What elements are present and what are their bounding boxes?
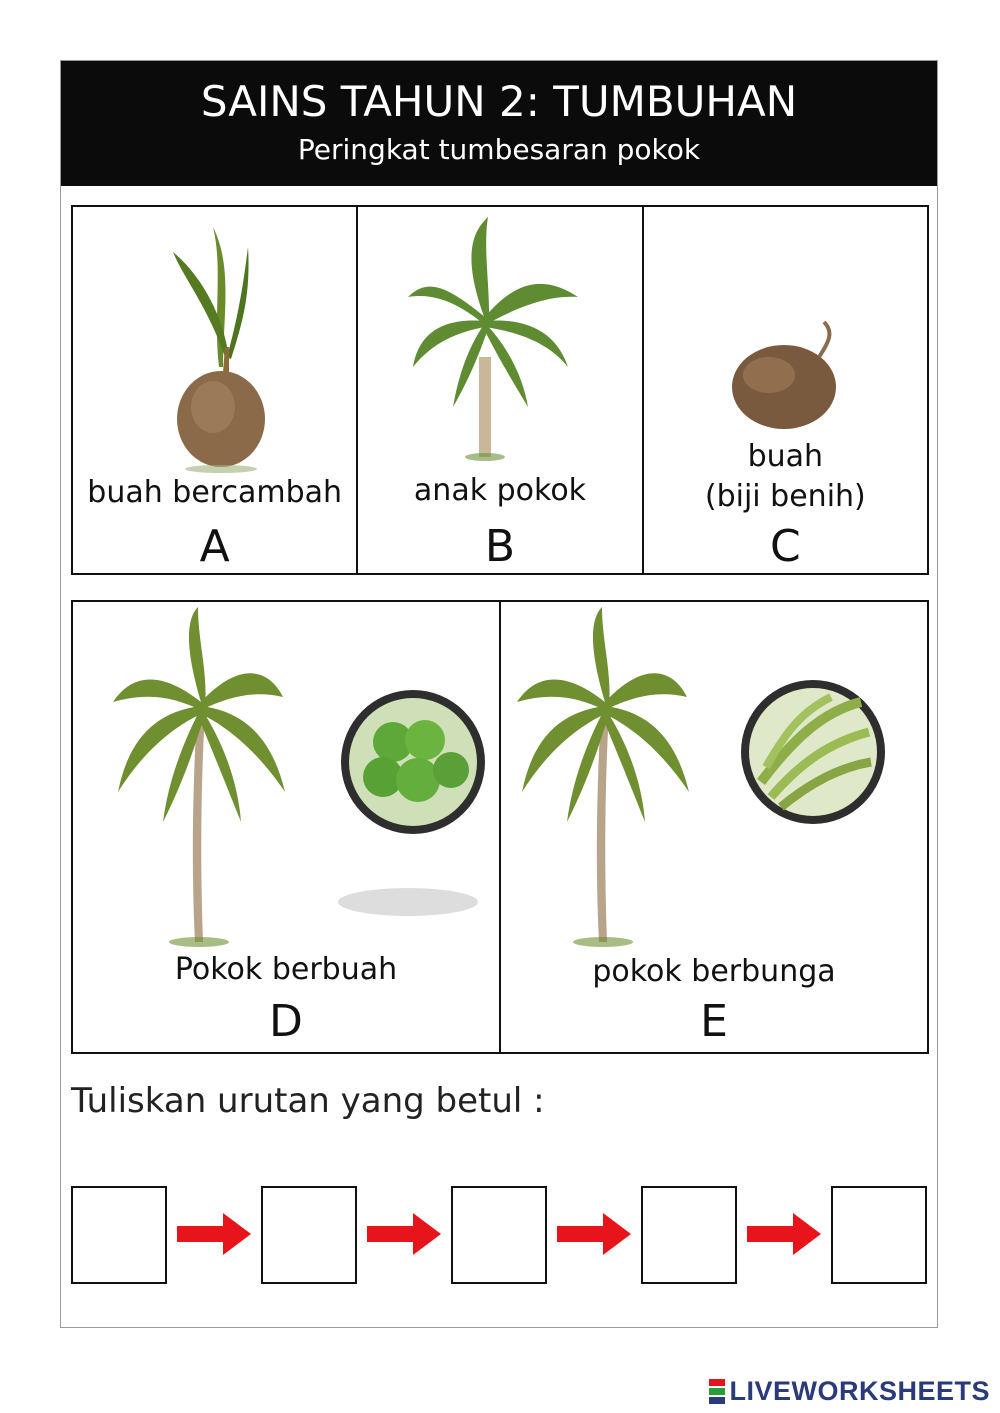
card-c-caption-line2: (biji benih) — [704, 479, 866, 514]
card-c-letter: C — [769, 521, 801, 572]
card-e-letter: E — [700, 996, 728, 1047]
arrow-right-icon — [365, 1209, 443, 1259]
fruiting-palm-image — [73, 602, 500, 952]
footer-brand: LIVEWORKSHEETS — [729, 1376, 990, 1406]
arrow-right-icon — [745, 1209, 823, 1259]
logo-icon — [709, 1378, 725, 1405]
coconut-flowers-inset — [741, 680, 885, 824]
arrow-right-icon — [175, 1209, 253, 1259]
card-d-letter: D — [269, 996, 303, 1047]
header-banner — [61, 61, 937, 186]
top-card-grid — [71, 205, 929, 575]
page-subtitle: Peringkat tumbesaran pokok — [297, 133, 701, 166]
card-e-caption: pokok berbunga — [592, 954, 836, 989]
arrow-right-icon — [555, 1209, 633, 1259]
card-c-caption-line1: buah — [747, 439, 824, 474]
card-b-letter: B — [484, 521, 516, 572]
card-b — [358, 207, 643, 573]
instruction-text: Tuliskan urutan yang betul : — [71, 1081, 545, 1121]
worksheet — [60, 60, 938, 1328]
card-a — [73, 207, 358, 573]
card-d — [73, 602, 501, 1052]
card-d-caption: Pokok berbuah — [174, 952, 398, 987]
page-title: SAINS TAHUN 2: TUMBUHAN — [200, 77, 798, 126]
sprouting-coconut-image — [73, 207, 357, 477]
card-e — [501, 602, 927, 1052]
young-palm-image — [358, 207, 642, 467]
answer-box-2[interactable] — [261, 1186, 357, 1284]
flowering-palm-image — [501, 602, 928, 952]
card-a-caption: buah bercambah — [87, 475, 343, 510]
green-coconuts-inset — [341, 690, 485, 834]
card-b-caption: anak pokok — [413, 473, 587, 508]
card-a-letter: A — [199, 521, 230, 572]
card-c — [644, 207, 927, 573]
liveworksheets-logo — [709, 1376, 990, 1407]
coconut-seed-image — [644, 207, 928, 437]
bottom-card-grid — [71, 600, 929, 1054]
answer-box-1[interactable] — [71, 1186, 167, 1284]
answer-box-3[interactable] — [451, 1186, 547, 1284]
answer-box-5[interactable] — [831, 1186, 927, 1284]
answer-box-4[interactable] — [641, 1186, 737, 1284]
